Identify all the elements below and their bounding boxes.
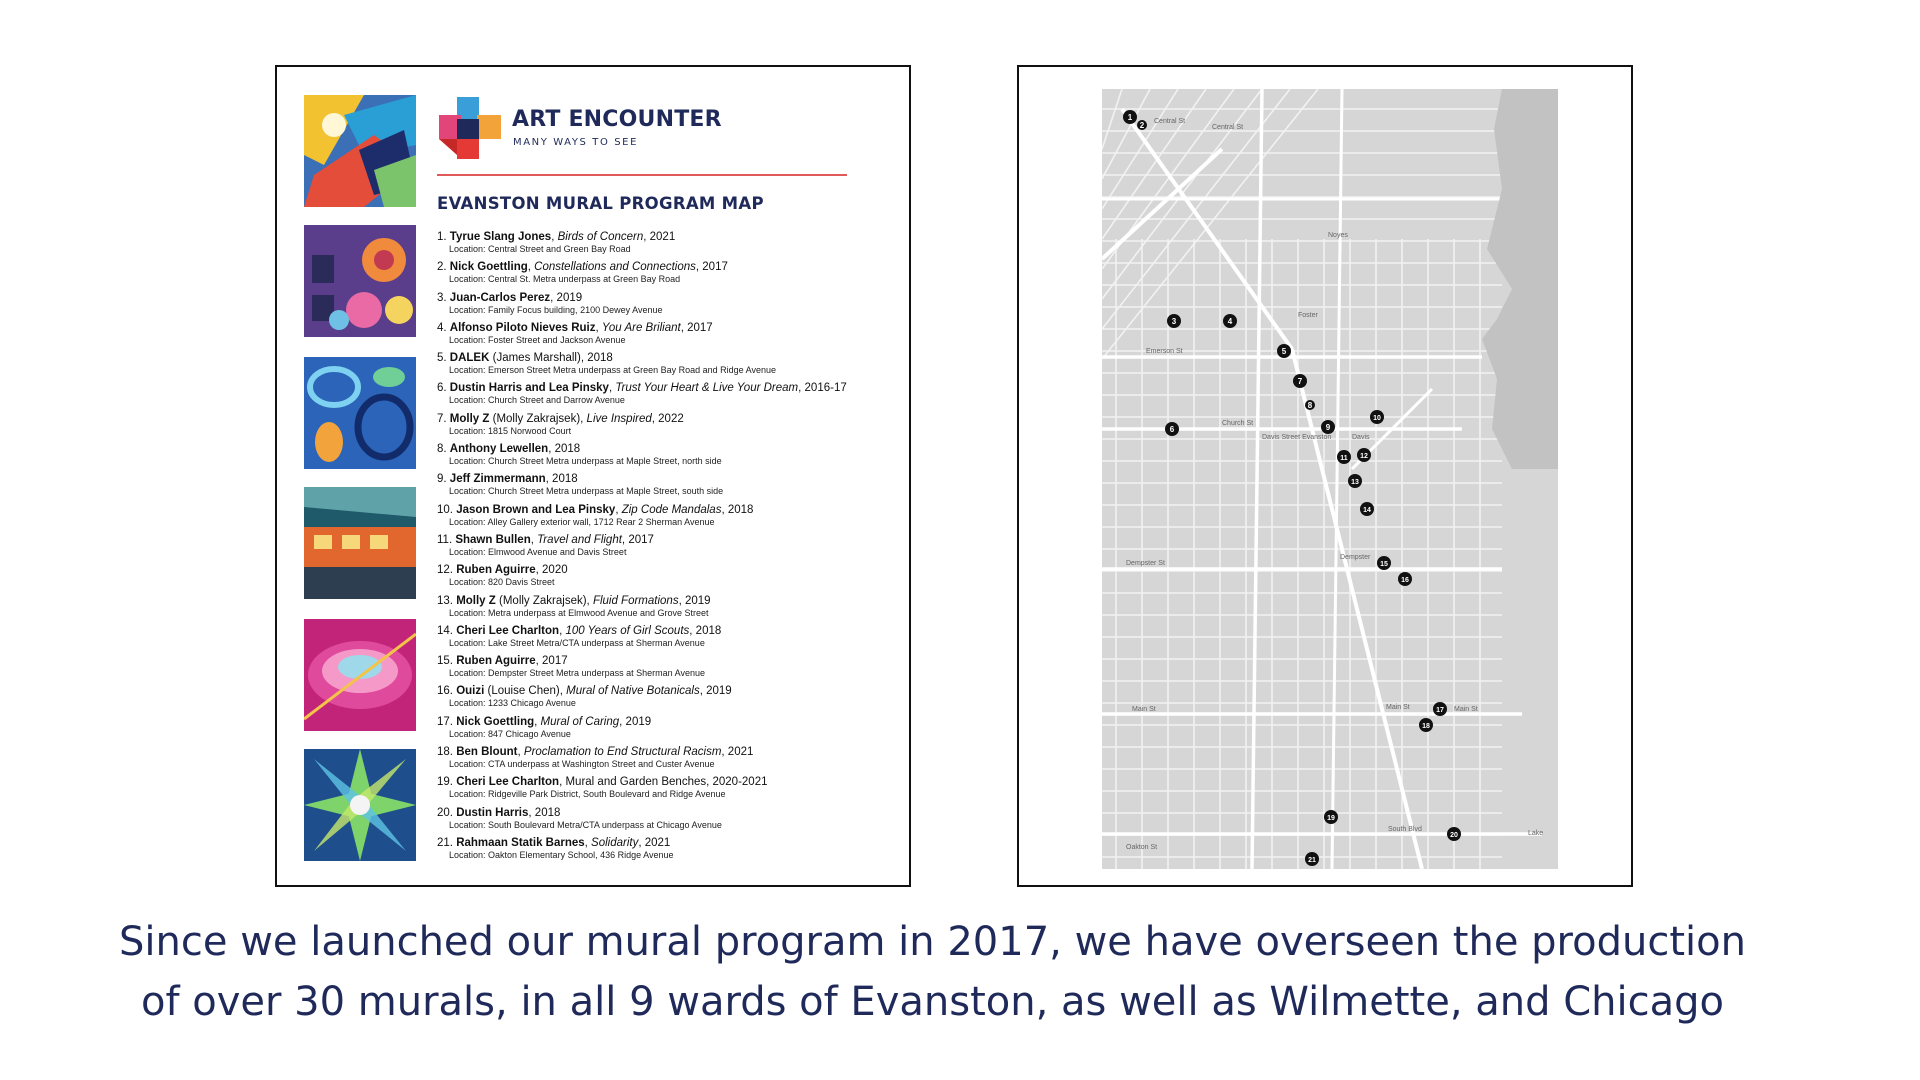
- map-marker-13[interactable]: [1348, 474, 1362, 488]
- entry-title: 100 Years of Girl Scouts: [565, 624, 690, 637]
- entry-artist: Cheri Lee Charlton: [456, 624, 560, 637]
- entry-location: Location: Foster Street and Jackson Avenue: [449, 334, 626, 345]
- document-heading: EVANSTON MURAL PROGRAM MAP: [437, 194, 764, 213]
- street-label: Dempster: [1340, 554, 1371, 561]
- entry-year: 2017: [687, 321, 713, 334]
- entry-year: 2017: [702, 261, 728, 274]
- map-marker-16[interactable]: [1398, 572, 1412, 586]
- marker-number: 21: [1308, 856, 1316, 864]
- entry-location: Location: Church Street Metra underpass at Maple Street, south side: [449, 486, 724, 497]
- entry-number: 9.: [437, 473, 450, 486]
- street-label: Lake: [1528, 830, 1544, 837]
- entry-number: 1.: [437, 231, 450, 243]
- mural-thumbnail-kaleidoscope: [304, 749, 416, 861]
- entry-location: Location: Elmwood Avenue and Davis Street: [449, 546, 627, 557]
- street-label: Foster: [1298, 312, 1318, 319]
- entry-artist: Shawn Bullen: [455, 533, 531, 546]
- entry-number: 2.: [437, 261, 450, 274]
- entry-year: 2019: [684, 594, 711, 607]
- map-marker-21[interactable]: [1305, 852, 1319, 866]
- mural-entry-title: 4. Alfonso Piloto Nieves Ruiz, You Are Briliant, 2017: [437, 321, 713, 334]
- mural-entry-title: 7. Molly Z (Molly Zakrajsek), Live Inspired, 2022: [437, 412, 684, 425]
- entry-title: Fluid Formations: [592, 594, 679, 607]
- mural-entry: [437, 594, 907, 624]
- entry-number: 4.: [437, 321, 450, 334]
- street-label: Emerson St: [1146, 348, 1183, 355]
- entry-number: 17.: [437, 715, 457, 728]
- marker-number: 20: [1450, 831, 1458, 839]
- entry-number: 12.: [437, 564, 457, 577]
- entry-number: 5.: [437, 352, 450, 365]
- mural-entry-title: 13. Molly Z (Molly Zakrajsek), Fluid Formations, 2019: [437, 594, 711, 607]
- street-label: South Blvd: [1388, 826, 1422, 833]
- entry-number: 7.: [437, 412, 450, 425]
- mural-entry-title: 9. Jeff Zimmermann, 2018: [437, 473, 578, 486]
- entry-location: Location: 820 Davis Street: [449, 577, 555, 588]
- marker-number: 13: [1351, 478, 1359, 486]
- map-marker-14[interactable]: [1360, 502, 1374, 516]
- entry-year: 2018: [695, 624, 722, 637]
- mural-entry: [437, 836, 907, 866]
- entry-number: 13.: [437, 594, 457, 607]
- entry-artist: Nick Goettling: [456, 715, 535, 728]
- entry-location: Location: Family Focus building, 2100 Dewey Avenue: [449, 304, 663, 315]
- marker-number: 12: [1360, 452, 1368, 460]
- entry-year: 2021: [644, 836, 671, 849]
- street-label: Main St: [1132, 706, 1156, 713]
- entry-title: Trust Your Heart & Live Your Dream: [615, 382, 799, 395]
- mural-entry: [437, 442, 907, 472]
- map-marker-9[interactable]: [1321, 420, 1335, 434]
- mural-entry-title: 5. DALEK (James Marshall), 2018: [437, 352, 613, 365]
- map-marker-17[interactable]: [1433, 702, 1447, 716]
- entry-artist: Juan-Carlos Perez: [449, 291, 551, 304]
- entry-artist: Ruben Aguirre: [456, 655, 536, 668]
- mural-thumbnail-pink-rings: [304, 619, 416, 731]
- entry-location: Location: CTA underpass at Washington Street and Custer Avenue: [449, 759, 715, 770]
- entry-artist: Nick Goettling: [449, 261, 528, 274]
- mural-thumbnail-flowers: [304, 225, 416, 337]
- map-marker-19[interactable]: [1324, 810, 1338, 824]
- entry-location: Location: Church Street and Darrow Avenue: [449, 395, 625, 406]
- art-encounter-logo-icon: [437, 95, 503, 161]
- mural-entry-title: 21. Rahmaan Statik Barnes, Solidarity, 2021: [437, 836, 671, 849]
- entry-year: 2017: [542, 655, 568, 668]
- mural-entry-title: 20. Dustin Harris, 2018: [437, 806, 561, 819]
- mural-entry: [437, 806, 907, 836]
- mural-entry: [437, 381, 907, 411]
- entry-location: Location: 847 Chicago Avenue: [449, 728, 571, 739]
- entry-year: 2017: [628, 533, 654, 546]
- street-label: Noyes: [1328, 232, 1348, 239]
- map-background: [1102, 89, 1558, 869]
- mural-entry: [437, 321, 907, 351]
- entry-year: 2020: [542, 564, 568, 577]
- mural-entry: [437, 775, 907, 805]
- entry-artist: Tyrue Slang Jones: [449, 231, 552, 243]
- mural-entry: [437, 533, 907, 563]
- mural-entry: [437, 260, 907, 290]
- map-marker-7[interactable]: [1293, 374, 1307, 388]
- marker-number: 11: [1340, 454, 1348, 462]
- mural-entry-title: 2. Nick Goettling, Constellations and Connections, 2017: [437, 261, 728, 274]
- street-label: Church St: [1222, 420, 1254, 427]
- mural-entry-title: 3. Juan-Carlos Perez, 2019: [437, 291, 583, 304]
- marker-number: 3: [1171, 316, 1177, 326]
- entry-number: 16.: [437, 685, 457, 698]
- map-marker-18[interactable]: [1419, 718, 1433, 732]
- entry-alias: (Louise Chen): [484, 685, 560, 698]
- entry-year: 2019: [625, 715, 652, 728]
- entry-artist: Dustin Harris and Lea Pinsky: [449, 382, 609, 395]
- entry-title: Travel and Flight: [537, 533, 622, 546]
- entry-location: Location: Church Street Metra underpass at Maple Street, north side: [449, 456, 722, 467]
- entry-alias: (James Marshall): [489, 352, 581, 365]
- marker-number: 18: [1422, 722, 1430, 730]
- mural-entry: [437, 472, 907, 502]
- entry-artist: Molly Z: [456, 594, 496, 607]
- marker-number: 1: [1127, 112, 1133, 122]
- mural-entry: [437, 654, 907, 684]
- entry-number: 8.: [437, 443, 450, 456]
- mural-entry-title: 11. Shawn Bullen, Travel and Flight, 2017: [437, 533, 654, 546]
- marker-number: 10: [1373, 414, 1381, 422]
- map-marker-3[interactable]: [1167, 314, 1181, 328]
- mural-entry: [437, 230, 907, 260]
- entry-artist: Ruben Aguirre: [456, 564, 536, 577]
- marker-number: 7: [1297, 376, 1303, 386]
- entry-year: 2020-2021: [712, 776, 768, 789]
- entry-number: 3.: [437, 291, 450, 304]
- mural-entry-title: 6. Dustin Harris and Lea Pinsky, Trust Your Heart & Live Your Dream, 2016-17: [437, 382, 847, 395]
- street-label: Davis Street Evanston: [1262, 434, 1332, 441]
- entry-location: Location: Alley Gallery exterior wall, 1712 Rear 2 Sherman Avenue: [449, 516, 715, 527]
- entry-artist: Ben Blount: [456, 746, 518, 759]
- marker-number: 15: [1380, 560, 1388, 568]
- mural-entry-title: 15. Ruben Aguirre, 2017: [437, 655, 568, 668]
- entry-year: 2018: [534, 806, 561, 819]
- marker-number: 9: [1325, 422, 1331, 432]
- brand-name: ART ENCOUNTER: [512, 107, 722, 132]
- mural-entry: [437, 291, 907, 321]
- mural-entry-title: 14. Cheri Lee Charlton, 100 Years of Girl Scouts, 2018: [437, 624, 722, 637]
- entry-year: 2018: [552, 473, 578, 486]
- map-marker-8[interactable]: [1305, 400, 1315, 410]
- marker-number: 2: [1139, 120, 1145, 130]
- map-marker-5[interactable]: [1277, 344, 1291, 358]
- map-marker-11[interactable]: [1337, 450, 1351, 464]
- mural-entry-title: 18. Ben Blount, Proclamation to End Structural Racism, 2021: [437, 746, 754, 759]
- entry-number: 14.: [437, 624, 457, 637]
- mural-entry: [437, 351, 907, 381]
- entry-title: Live Inspired: [586, 412, 652, 425]
- entry-year: 2019: [706, 685, 732, 698]
- caption-line-2: of over 30 murals, in all 9 wards of Evanston, as well as Wilmette, and Chicago: [140, 979, 1725, 1025]
- street-label: Main St: [1454, 706, 1478, 713]
- marker-number: 5: [1281, 346, 1287, 356]
- entry-artist: Jason Brown and Lea Pinsky: [456, 503, 616, 516]
- map-marker-12[interactable]: [1357, 448, 1371, 462]
- entry-artist: Jeff Zimmermann: [449, 473, 546, 486]
- entry-artist: Alfonso Piloto Nieves Ruiz: [449, 321, 596, 334]
- entry-alias: (Molly Zakrajsek): [489, 412, 581, 425]
- map-marker-4[interactable]: [1223, 314, 1237, 328]
- mural-entry: [437, 715, 907, 745]
- caption-line-1: Since we launched our mural program in 2017, we have overseen the production: [119, 919, 1746, 965]
- entry-year: 2022: [658, 412, 684, 425]
- street-label: Dempster St: [1126, 560, 1165, 567]
- entry-year: 2016-17: [804, 382, 847, 395]
- entry-title: Mural of Native Botanicals: [566, 685, 700, 698]
- entry-location: Location: Ridgeville Park District, South Boulevard and Ridge Avenue: [449, 789, 726, 800]
- marker-number: 16: [1401, 576, 1409, 584]
- marker-number: 17: [1436, 706, 1444, 714]
- entry-number: 15.: [437, 655, 457, 668]
- mural-entry-title: 1. Tyrue Slang Jones, Birds of Concern, 2021: [437, 231, 676, 243]
- map-marker-20[interactable]: [1447, 827, 1461, 841]
- entry-location: Location: Emerson Street Metra underpass at Green Bay Road and Ridge Avenue: [449, 365, 777, 376]
- mural-entry: [437, 684, 907, 714]
- entry-number: 20.: [437, 806, 457, 819]
- entry-location: Location: Central St. Metra underpass at Green Bay Road: [449, 274, 681, 285]
- mural-entry: [437, 503, 907, 533]
- entry-number: 19.: [437, 776, 457, 789]
- map-marker-6[interactable]: [1165, 422, 1179, 436]
- mural-map: [1017, 65, 1633, 887]
- entry-number: 18.: [437, 746, 457, 759]
- mural-thumbnail-abstract-blue: [304, 357, 416, 469]
- entry-artist: Ouizi: [456, 685, 485, 698]
- entry-title: Constellations and Connections: [534, 261, 696, 274]
- entry-title: Proclamation to End Structural Racism: [523, 746, 722, 759]
- mural-entry-title: 8. Anthony Lewellen, 2018: [437, 443, 581, 456]
- entry-title: Solidarity: [591, 836, 639, 849]
- map-marker-15[interactable]: [1377, 556, 1391, 570]
- program-caption: [0, 912, 1865, 1032]
- entry-alias: (Molly Zakrajsek): [495, 594, 587, 607]
- entry-title: Zip Code Mandalas: [621, 503, 722, 516]
- entry-year: 2018: [587, 352, 613, 365]
- entry-year: 2019: [556, 291, 583, 304]
- mural-entry: [437, 412, 907, 442]
- street-label: Central St: [1212, 124, 1244, 131]
- entry-artist: Rahmaan Statik Barnes: [456, 836, 585, 849]
- map-marker-2[interactable]: [1137, 120, 1147, 130]
- mural-entry-title: 19. Cheri Lee Charlton, Mural and Garden Benches, 2020-2021: [437, 776, 768, 789]
- street-label: Davis: [1352, 434, 1370, 441]
- entry-location: Location: 1233 Chicago Avenue: [449, 698, 576, 709]
- entry-year: 2018: [554, 443, 581, 456]
- entry-artist: Dustin Harris: [456, 806, 529, 819]
- map-marker-1[interactable]: [1123, 110, 1137, 124]
- mural-list: [437, 230, 907, 866]
- entry-title: You Are Briliant: [601, 321, 681, 334]
- marker-number: 8: [1307, 400, 1313, 410]
- mural-program-document: [275, 65, 911, 887]
- entry-artist: DALEK: [449, 352, 490, 365]
- mural-entry-title: 17. Nick Goettling, Mural of Caring, 2019: [437, 715, 652, 728]
- street-label: Oakton St: [1126, 844, 1158, 851]
- mural-thumbnail-birds: [304, 95, 416, 207]
- entry-year: 2018: [727, 503, 754, 516]
- entry-title: Mural of Caring: [540, 715, 620, 728]
- mural-entry-title: 10. Jason Brown and Lea Pinsky, Zip Code Mandalas, 2018: [437, 503, 754, 516]
- entry-number: 21.: [437, 836, 457, 849]
- entry-location: Location: Metra underpass at Elmwood Avenue and Grove Street: [449, 607, 709, 618]
- entry-location: Location: Central Street and Green Bay Road: [449, 244, 631, 254]
- mural-entry-title: 12. Ruben Aguirre, 2020: [437, 564, 568, 577]
- entry-location: Location: Oakton Elementary School, 436 Ridge Avenue: [449, 849, 674, 860]
- brand-tagline: MANY WAYS TO SEE: [513, 137, 639, 148]
- street-map: [1102, 89, 1558, 869]
- entry-number: 10.: [437, 503, 457, 516]
- marker-number: 14: [1363, 506, 1371, 514]
- entry-title: Birds of Concern: [557, 231, 644, 243]
- entry-location: Location: Dempster Street Metra underpass at Sherman Avenue: [449, 668, 705, 679]
- marker-number: 4: [1227, 316, 1233, 326]
- entry-extra: Mural and Garden Benches: [565, 776, 707, 789]
- marker-number: 6: [1169, 424, 1175, 434]
- street-label: Main St: [1386, 704, 1410, 711]
- mural-entry: [437, 624, 907, 654]
- entry-artist: Cheri Lee Charlton: [456, 776, 560, 789]
- header-divider: [437, 174, 847, 176]
- mural-entry-title: 16. Ouizi (Louise Chen), Mural of Native Botanicals, 2019: [437, 685, 732, 698]
- mural-thumbnail-train: [304, 487, 416, 599]
- entry-year: 2021: [727, 746, 754, 759]
- entry-artist: Molly Z: [449, 412, 490, 425]
- entry-location: Location: 1815 Norwood Court: [449, 425, 572, 436]
- entry-year: 2021: [649, 231, 676, 243]
- mural-entry: [437, 745, 907, 775]
- marker-number: 19: [1327, 814, 1335, 822]
- map-marker-10[interactable]: [1370, 410, 1384, 424]
- entry-artist: Anthony Lewellen: [449, 443, 549, 456]
- street-label: Central St: [1154, 118, 1186, 125]
- entry-location: Location: South Boulevard Metra/CTA underpass at Chicago Avenue: [449, 819, 722, 830]
- mural-entry: [437, 563, 907, 593]
- entry-number: 6.: [437, 382, 450, 395]
- entry-location: Location: Lake Street Metra/CTA underpass at Sherman Avenue: [449, 637, 705, 648]
- entry-number: 11.: [437, 533, 456, 546]
